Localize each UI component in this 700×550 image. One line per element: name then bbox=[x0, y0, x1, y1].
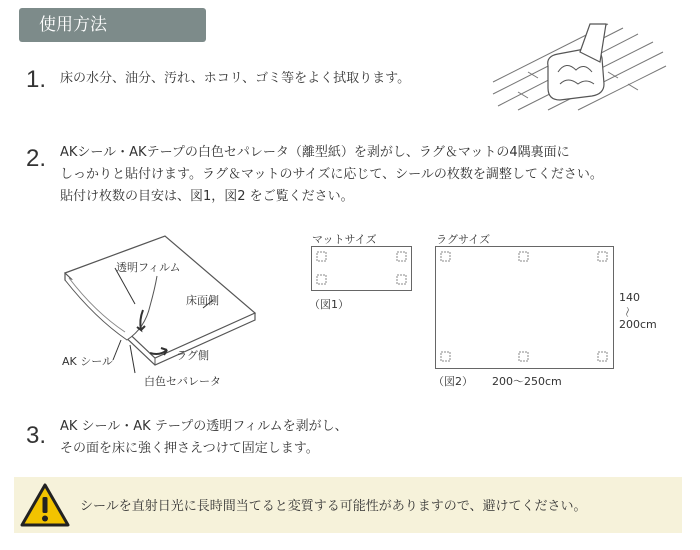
step-3-text bbox=[60, 416, 348, 460]
rug-height-top: 140 bbox=[619, 291, 640, 304]
figure-2-caption: （図2） bbox=[433, 375, 473, 388]
ak-seal-label: AK シール bbox=[62, 355, 114, 368]
wiping-illustration bbox=[488, 22, 668, 112]
separator-label: 白色セパレータ bbox=[144, 375, 221, 388]
warning-icon bbox=[20, 482, 70, 528]
step-3-line: その面を床に強く押さえつけて固定します。 bbox=[60, 441, 319, 456]
step-2-line: AKシール・AKテープの白色セパレータ（離型紙）を剥がし、ラグ＆マットの4隅裏面に bbox=[60, 145, 570, 160]
section-header bbox=[19, 8, 206, 42]
step-3-line: AK シール・AK テープの透明フィルムを剥がし、 bbox=[60, 419, 348, 434]
step-2-number: 2. bbox=[26, 145, 47, 172]
rug-height-bottom: 200cm bbox=[619, 318, 657, 331]
mat-size-figure bbox=[311, 246, 413, 292]
step-1-text bbox=[60, 68, 410, 90]
notice-text: シールを直射日光に長時間当てると変質する可能性がありますので、避けてください。 bbox=[80, 499, 587, 514]
film-label: 透明フィルム bbox=[116, 261, 181, 274]
step-1-number: 1. bbox=[26, 66, 47, 93]
rug-size-title: ラグサイズ bbox=[436, 233, 491, 246]
rug-size-figure bbox=[435, 246, 615, 370]
step-1-line: 床の水分、油分、汚れ、ホコリ、ゴミ等をよく拭取ります。 bbox=[60, 71, 411, 86]
section-title: 使用方法 bbox=[39, 15, 107, 35]
figure-1-caption: （図1） bbox=[309, 298, 349, 311]
step-2-text bbox=[60, 142, 603, 208]
floor-side-label: 床面側 bbox=[186, 294, 219, 307]
rug-side-label: ラグ側 bbox=[176, 349, 209, 362]
mat-size-title: マットサイズ bbox=[312, 233, 377, 246]
notice-box bbox=[14, 477, 682, 533]
step-3-number: 3. bbox=[26, 422, 47, 449]
rug-width-label: 200〜250cm bbox=[492, 375, 562, 388]
step-2-line: 貼付け枚数の目安は、図1，図2 をご覧ください。 bbox=[60, 189, 354, 204]
rug-height-tilde: 〜 bbox=[620, 306, 634, 318]
step-2-line: しっかりと貼付けます。ラグ＆マットのサイズに応じて、シールの枚数を調整してください。 bbox=[60, 167, 603, 182]
